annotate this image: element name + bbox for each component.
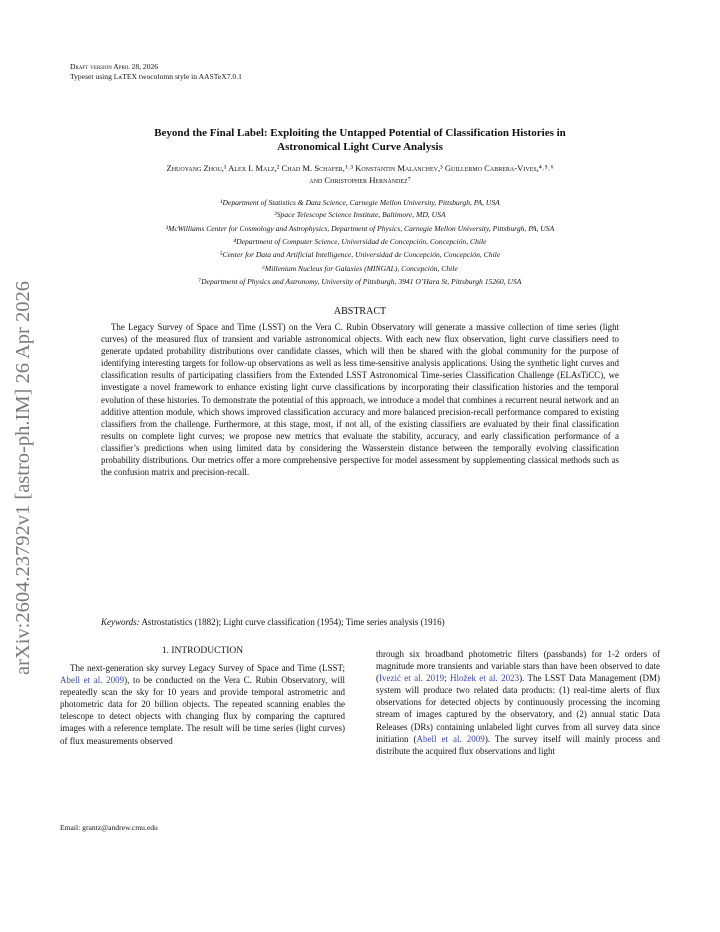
- abstract-heading: ABSTRACT: [333, 306, 387, 317]
- intro-left-paragraph: [60, 662, 345, 747]
- keywords-text: Astrostatistics (1882); Light curve classification (1954); Time series analysis (1916): [141, 617, 445, 627]
- typeset-line: Typeset using LᴀTEX twocolumn style in AASTeX7.0.1: [70, 72, 242, 81]
- intro-right-text-3: ). The LSST Data Management (DM) system will produce two related data products: (1) real-time alerts of flux observations for detected objects by continuously processing the incoming stream of images captured by the observatory, and (2) annual static Data Releases (DRs) containing unlabeled light curves from all survey data since initiation (: [376, 673, 660, 744]
- section-heading-intro: 1. INTRODUCTION: [161, 646, 244, 656]
- affiliation-4: ⁴Department of Computer Science, Universidad de Concepción, Concepción, Chile: [233, 237, 487, 246]
- citation-link-hlozek[interactable]: Hložek et al. 2023: [449, 673, 520, 684]
- affiliation-1: ¹Department of Statistics & Data Science, Carnegie Mellon University, Pittsburgh, PA, USA: [220, 198, 500, 207]
- authors-line-1: Zhuoyang Zhou,¹ Alex I. Malz,² Chad M. Schafer,¹˒³ Konstantin Malanchev,³ Guillermo Cabrera-Vives,⁴˒⁵˒⁶: [166, 163, 554, 173]
- intro-left-text-2: ), to be conducted on the Vera C. Rubin Observatory, will repeatedly scan the sky for 10 years and provide temporal astrometric and photometric data for 20 billion objects. The repeated scanning enables the telescope to detect objects with changing flux by comparing the captured images with a reference template. The result will be time series (light curves) of flux measurements observed: [60, 675, 345, 746]
- affiliation-6: ⁶Millenium Nucleus for Galaxies (MINGAL), Concepción, Chile: [262, 264, 458, 273]
- authors-line-2: and Christopher Hernández⁷: [309, 175, 411, 185]
- keywords-label: Keywords:: [101, 617, 140, 627]
- arxiv-id-text: arXiv:2604.23792v1 [astro-ph.IM] 26 Apr 2026: [12, 280, 34, 675]
- intro-right-text-1: through six broadband photometric filters (passbands) for 1-2 orders of magnitude more transients and variable stars than have been observed to date (: [376, 649, 660, 684]
- citation-link-ivezic[interactable]: Ivezić et al. 2019: [379, 673, 445, 684]
- paper-title-line-1: Beyond the Final Label: Exploiting the Untapped Potential of Classification Histories in: [154, 127, 566, 139]
- abstract-text: The Legacy Survey of Space and Time (LSST) on the Vera C. Rubin Observatory will generate a massive collection of time series (light curves) of the measured flux of transient and variable astronomical objects. With each new flux observation, light curve classifiers need to generate updated probability distributions over candidate classes, which will then be shared with the global community for the purpose of identifying interesting targets for follow-up observations as well as less time-sensitive analysis applications. Using the synthetic light curves and classification results of participating classifiers from the Extended LSST Astronomical Time-series Classification Challenge (ELAsTiCC), we investigate a novel framework to enhance existing light curve classifications by incorporating their classification histories and the temporal evolution of these histories. To demonstrate the potential of this approach, we introduce a model that combines a recurrent neural network and an additive attention module, which shows improved classification accuracy and more balanced precision-recall performance compared to existing classifiers from the challenge. Furthermore, at this stage, most, if not all, of the existing classifiers are evaluated by their final classification results on complete light curves; we propose new metrics that evaluate the stability, accuracy, and early classification performance of a classifier’s predictions when using limited data by considering the Wasserstein distance between the temporally evolving classification probability distributions. Our metrics offer a more comprehensive perspective for model assessment by supplementing classical methods such as the confusion matrix and precision-recall.: [101, 322, 619, 478]
- keywords: [101, 616, 621, 628]
- draft-version: Draft version April 28, 2026: [70, 62, 159, 71]
- affiliation-3: ³McWilliams Center for Cosmology and Astrophysics, Department of Physics, Carnegie Mellon University, Pittsburgh, PA, USA: [165, 224, 555, 233]
- affiliation-5: ⁵Center for Data and Artificial Intelligence, Universidad de Concepción, Concepción, Chile: [219, 250, 501, 259]
- paper-title-line-2: Astronomical Light Curve Analysis: [277, 141, 443, 153]
- affiliation-7: ⁷Department of Physics and Astronomy, University of Pittsburgh, 3941 O’Hara St, Pittsburgh 15260, USA: [198, 277, 522, 286]
- intro-right-text-4: ). The survey itself will mainly process and distribute the acquired flux observations and light: [376, 733, 660, 756]
- intro-right-paragraph: [376, 648, 660, 757]
- affiliation-2: ²Space Telescope Science Institute, Baltimore, MD, USA: [274, 210, 446, 219]
- arxiv-stamp: [6, 230, 36, 680]
- citation-link-abell-2[interactable]: Abell et al. 2009: [416, 733, 485, 744]
- citation-link-abell[interactable]: Abell et al. 2009: [60, 675, 125, 686]
- intro-right-text-2: ;: [444, 673, 450, 684]
- email-footnote: Email: grantz@andrew.cmu.edu: [60, 823, 158, 832]
- intro-left-text-1: The next-generation sky survey Legacy Survey of Space and Time (LSST;: [70, 663, 345, 673]
